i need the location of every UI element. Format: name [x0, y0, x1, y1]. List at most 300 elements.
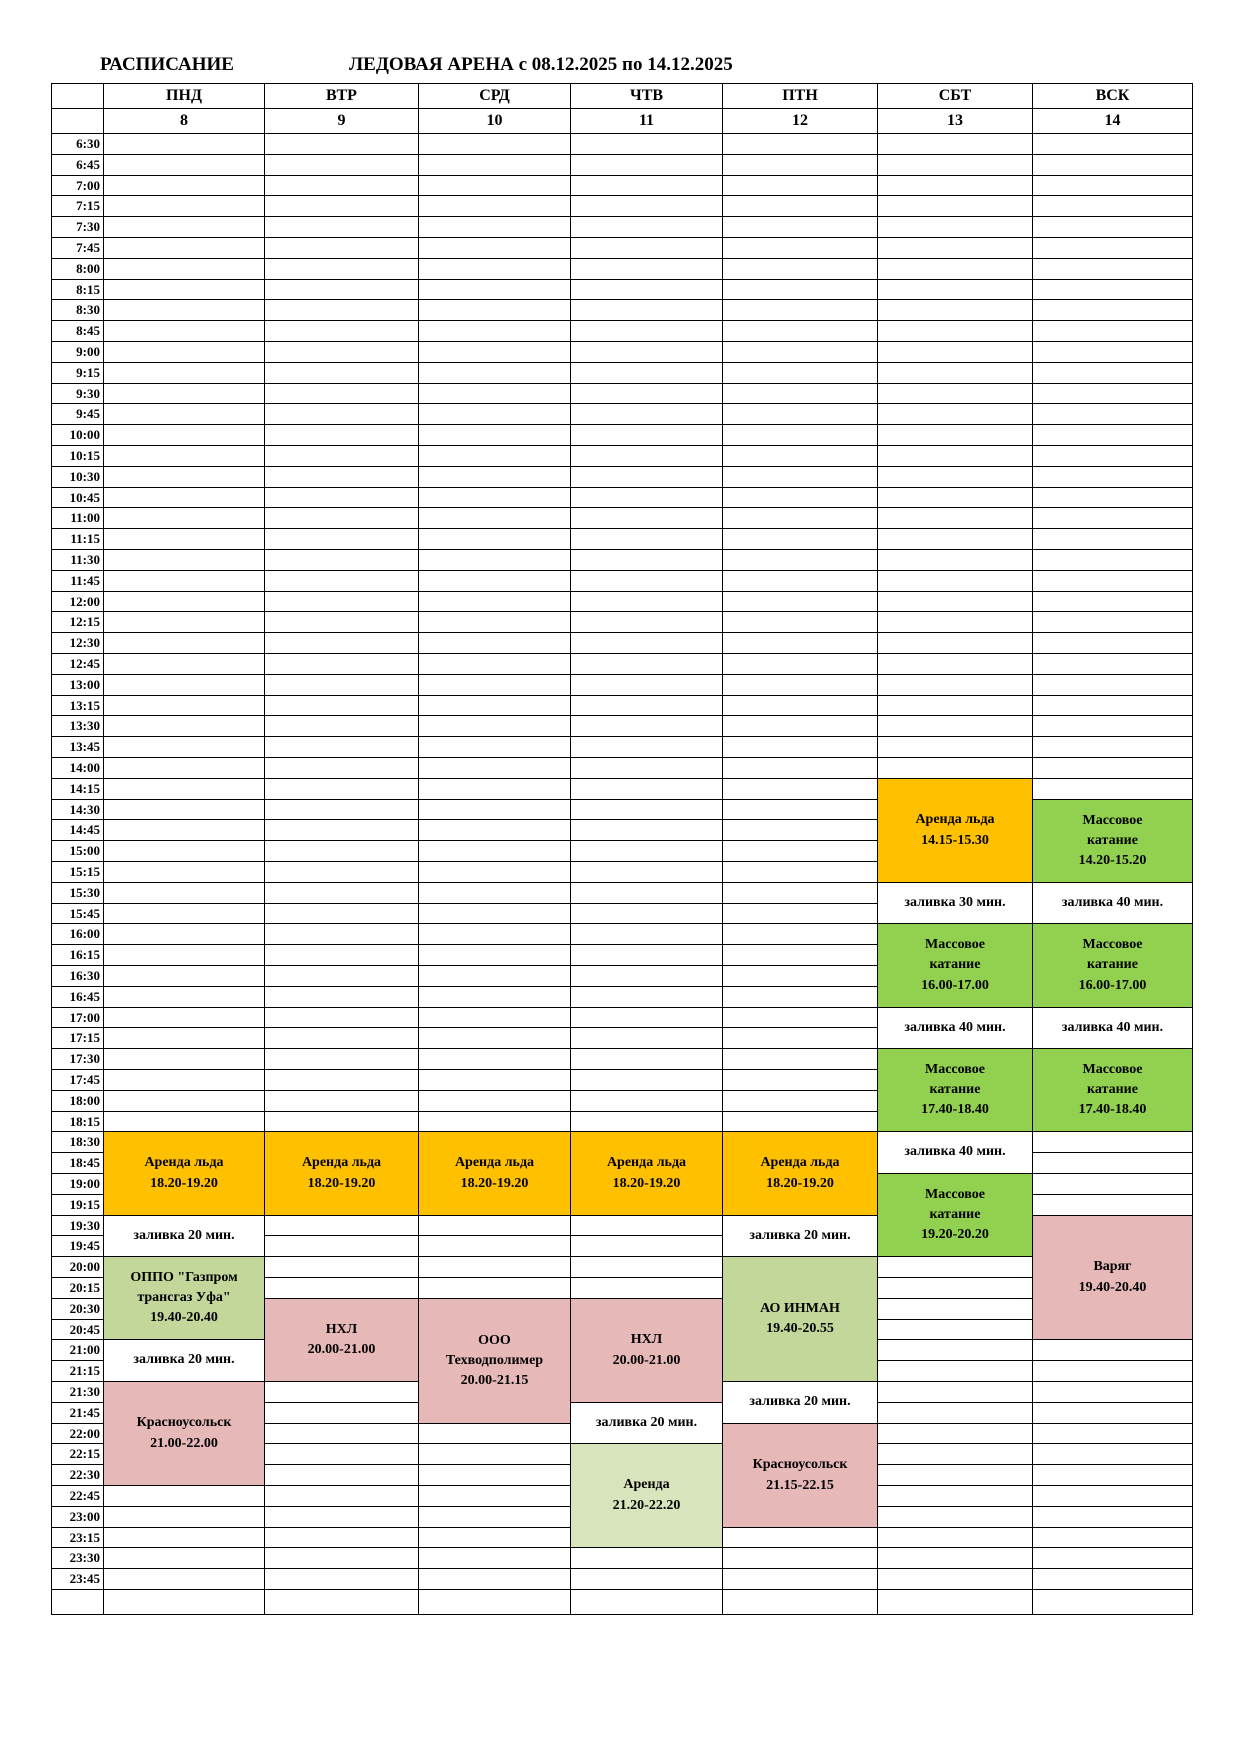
time-label: 6:30	[51, 134, 104, 155]
slot-cell	[878, 571, 1033, 592]
time-label: 14:15	[51, 779, 104, 800]
event-text: 21.15-22.15	[766, 1477, 834, 1493]
event-text: заливка 20 мин.	[749, 1227, 851, 1243]
slot-cell	[419, 1507, 571, 1528]
slot-cell	[571, 467, 723, 488]
slot-cell	[571, 675, 723, 696]
slot-cell	[419, 571, 571, 592]
slot-cell	[265, 217, 419, 238]
event-text: 18.20-19.20	[766, 1175, 834, 1191]
slot-cell	[1033, 1590, 1193, 1615]
slot-cell	[571, 363, 723, 384]
slot-cell	[1033, 550, 1193, 571]
time-label: 20:45	[51, 1320, 104, 1340]
slot-cell	[265, 737, 419, 758]
slot-cell	[419, 716, 571, 737]
slot-cell	[571, 737, 723, 758]
slot-cell	[104, 883, 265, 904]
slot-cell	[878, 196, 1033, 217]
slot-cell	[1033, 1424, 1193, 1444]
slot-cell	[265, 966, 419, 987]
slot-cell	[571, 612, 723, 633]
slot-cell	[1033, 1403, 1193, 1424]
slot-cell	[571, 592, 723, 612]
slot-cell	[878, 217, 1033, 238]
day-name-header: ВТР	[265, 83, 419, 109]
time-label: 19:30	[51, 1216, 104, 1236]
slot-cell	[571, 488, 723, 508]
slot-cell	[104, 862, 265, 883]
slot-cell	[571, 945, 723, 966]
time-label: 9:45	[51, 404, 104, 425]
slot-cell	[1033, 529, 1193, 550]
slot-cell	[265, 883, 419, 904]
slot-cell	[878, 384, 1033, 404]
time-label: 17:15	[51, 1028, 104, 1049]
slot-cell	[265, 904, 419, 924]
slot-cell	[878, 446, 1033, 467]
event-block	[878, 1174, 1033, 1257]
slot-cell	[265, 633, 419, 654]
slot-cell	[265, 1403, 419, 1424]
slot-cell	[571, 654, 723, 675]
event-text: Красноусольск	[752, 1457, 848, 1473]
time-label: 7:45	[51, 238, 104, 259]
event-text: катание	[1087, 1081, 1138, 1097]
time-label: 16:00	[51, 924, 104, 945]
slot-cell	[723, 384, 878, 404]
time-label: 11:30	[51, 550, 104, 571]
slot-cell	[723, 550, 878, 571]
slot-cell	[723, 1028, 878, 1049]
slot-cell	[1033, 217, 1193, 238]
slot-cell	[878, 696, 1033, 716]
slot-cell	[723, 446, 878, 467]
time-label: 9:15	[51, 363, 104, 384]
slot-cell	[723, 196, 878, 217]
slot-cell	[571, 696, 723, 716]
slot-cell	[265, 280, 419, 300]
slot-cell	[571, 883, 723, 904]
event-text: 19.20-20.20	[921, 1227, 989, 1243]
event-text: АО ИНМАН	[760, 1300, 840, 1316]
slot-cell	[265, 238, 419, 259]
slot-cell	[878, 1444, 1033, 1465]
slot-cell	[723, 342, 878, 363]
slot-cell	[104, 467, 265, 488]
time-label: 7:30	[51, 217, 104, 238]
time-label: 18:45	[51, 1153, 104, 1174]
slot-cell	[265, 467, 419, 488]
event-text: заливка 30 мин.	[904, 894, 1006, 910]
resurfacing-block	[104, 1216, 265, 1257]
slot-cell	[419, 300, 571, 321]
event-block	[1033, 924, 1193, 1008]
slot-cell	[265, 862, 419, 883]
time-label: 13:45	[51, 737, 104, 758]
slot-cell	[723, 1112, 878, 1132]
time-label: 9:30	[51, 384, 104, 404]
slot-cell	[723, 862, 878, 883]
slot-cell	[104, 446, 265, 467]
slot-cell	[571, 342, 723, 363]
slot-cell	[419, 280, 571, 300]
slot-cell	[1033, 259, 1193, 280]
slot-cell	[1033, 280, 1193, 300]
slot-cell	[878, 1486, 1033, 1507]
slot-cell	[571, 1070, 723, 1091]
event-text: заливка 40 мин.	[1061, 894, 1164, 910]
slot-cell	[265, 404, 419, 425]
slot-cell	[571, 571, 723, 592]
resurfacing-block	[878, 1132, 1033, 1174]
slot-cell	[571, 1548, 723, 1569]
slot-cell	[571, 196, 723, 217]
event-block	[419, 1299, 571, 1424]
slot-cell	[265, 300, 419, 321]
slot-cell	[723, 571, 878, 592]
slot-cell	[104, 425, 265, 446]
slot-cell	[1033, 404, 1193, 425]
event-text: Массовое	[925, 1061, 985, 1077]
slot-cell	[419, 363, 571, 384]
slot-cell	[265, 654, 419, 675]
slot-cell	[571, 841, 723, 862]
slot-cell	[878, 592, 1033, 612]
slot-cell	[104, 904, 265, 924]
slot-cell	[878, 612, 1033, 633]
slot-cell	[878, 488, 1033, 508]
slot-cell	[1033, 1528, 1193, 1548]
slot-cell	[571, 529, 723, 550]
slot-cell	[419, 446, 571, 467]
slot-cell	[723, 259, 878, 280]
day-name-header: СРД	[419, 83, 571, 109]
slot-cell	[104, 238, 265, 259]
slot-cell	[723, 280, 878, 300]
event-block	[1033, 1216, 1193, 1340]
event-text: катание	[929, 1206, 981, 1222]
time-label: 9:00	[51, 342, 104, 363]
time-label: 15:00	[51, 841, 104, 862]
slot-cell	[265, 321, 419, 342]
slot-cell	[571, 1569, 723, 1590]
event-block	[265, 1132, 419, 1216]
slot-cell	[104, 779, 265, 800]
slot-cell	[419, 1091, 571, 1112]
time-label: 19:00	[51, 1174, 104, 1195]
slot-cell	[104, 800, 265, 820]
slot-cell	[104, 612, 265, 633]
slot-cell	[878, 259, 1033, 280]
slot-cell	[419, 404, 571, 425]
slot-cell	[419, 384, 571, 404]
resurfacing-block	[723, 1216, 878, 1257]
event-block	[878, 924, 1033, 1008]
time-label	[51, 1590, 104, 1615]
slot-cell	[878, 363, 1033, 384]
slot-cell	[265, 758, 419, 779]
slot-cell	[878, 1382, 1033, 1403]
event-text: 18.20-19.20	[460, 1175, 529, 1191]
event-text: катание	[929, 1081, 981, 1097]
schedule-label: РАСПИСАНИЕ	[100, 54, 234, 75]
event-text: Массовое	[925, 937, 985, 953]
slot-cell	[1033, 696, 1193, 716]
event-text: 20.00-21.15	[460, 1373, 529, 1389]
slot-cell	[723, 1528, 878, 1548]
slot-cell	[878, 716, 1033, 737]
slot-cell	[419, 1465, 571, 1486]
event-text: катание	[1087, 957, 1138, 973]
slot-cell	[419, 1070, 571, 1091]
event-text: Красноусольск	[136, 1415, 232, 1431]
slot-cell	[723, 529, 878, 550]
slot-cell	[419, 779, 571, 800]
event-text: НХЛ	[325, 1321, 358, 1337]
time-label: 19:45	[51, 1236, 104, 1257]
slot-cell	[723, 883, 878, 904]
slot-cell	[878, 280, 1033, 300]
slot-cell	[104, 529, 265, 550]
slot-cell	[723, 633, 878, 654]
time-label: 11:15	[51, 529, 104, 550]
slot-cell	[104, 1070, 265, 1091]
resurfacing-block	[571, 1403, 723, 1444]
slot-cell	[571, 758, 723, 779]
event-text: трансгаз Уфа"	[137, 1289, 231, 1305]
slot-cell	[104, 1091, 265, 1112]
slot-cell	[104, 737, 265, 758]
slot-cell	[419, 1236, 571, 1257]
event-text: Массовое	[1082, 1061, 1143, 1077]
slot-cell	[419, 1216, 571, 1236]
slot-cell	[878, 550, 1033, 571]
event-text: Аренда льда	[760, 1155, 840, 1171]
slot-cell	[1033, 1444, 1193, 1465]
slot-cell	[419, 196, 571, 217]
time-label: 22:45	[51, 1486, 104, 1507]
event-block	[571, 1444, 723, 1548]
time-label: 11:45	[51, 571, 104, 592]
event-text: катание	[1087, 832, 1138, 848]
slot-cell	[104, 550, 265, 571]
event-text: заливка 20 мин.	[133, 1352, 235, 1368]
slot-cell	[419, 987, 571, 1008]
slot-cell	[265, 446, 419, 467]
resurfacing-block	[878, 883, 1033, 924]
event-text: Варяг	[1093, 1259, 1132, 1275]
event-text: Массовое	[1082, 937, 1143, 953]
slot-cell	[265, 675, 419, 696]
event-text: 19.40-20.55	[766, 1321, 834, 1336]
slot-cell	[265, 945, 419, 966]
slot-cell	[1033, 425, 1193, 446]
time-label: 13:00	[51, 675, 104, 696]
slot-cell	[265, 716, 419, 737]
time-label: 22:15	[51, 1444, 104, 1465]
time-label: 7:00	[51, 176, 104, 196]
slot-cell	[419, 737, 571, 758]
time-label: 18:00	[51, 1091, 104, 1112]
slot-cell	[878, 467, 1033, 488]
slot-cell	[104, 134, 265, 155]
event-text: 18.20-19.20	[307, 1175, 376, 1191]
event-text: 14.20-15.20	[1078, 853, 1147, 869]
slot-cell	[571, 280, 723, 300]
slot-cell	[1033, 321, 1193, 342]
time-label: 19:15	[51, 1195, 104, 1216]
event-text: заливка 20 мин.	[749, 1394, 851, 1410]
slot-cell	[1033, 176, 1193, 196]
slot-cell	[104, 571, 265, 592]
slot-cell	[571, 425, 723, 446]
time-label: 14:00	[51, 758, 104, 779]
slot-cell	[1033, 467, 1193, 488]
slot-cell	[265, 1091, 419, 1112]
slot-cell	[723, 134, 878, 155]
time-label: 14:30	[51, 800, 104, 820]
time-label: 23:30	[51, 1548, 104, 1569]
slot-cell	[723, 820, 878, 841]
event-block	[104, 1257, 265, 1340]
slot-cell	[723, 176, 878, 196]
event-text: 19.40-20.40	[150, 1310, 218, 1326]
slot-cell	[419, 1528, 571, 1548]
event-text: 21.00-22.00	[150, 1435, 218, 1451]
slot-cell	[571, 633, 723, 654]
slot-cell	[104, 654, 265, 675]
slot-cell	[104, 841, 265, 862]
slot-cell	[571, 862, 723, 883]
time-label: 8:45	[51, 321, 104, 342]
time-label: 22:00	[51, 1424, 104, 1444]
event-block	[723, 1132, 878, 1216]
day-date-header: 10	[419, 109, 571, 134]
time-label: 16:45	[51, 987, 104, 1008]
event-block	[1033, 1049, 1193, 1132]
time-label: 13:30	[51, 716, 104, 737]
slot-cell	[1033, 1361, 1193, 1382]
day-name-header: ВСК	[1033, 83, 1193, 109]
time-label: 18:30	[51, 1132, 104, 1153]
slot-cell	[878, 758, 1033, 779]
time-label: 20:30	[51, 1299, 104, 1320]
slot-cell	[878, 529, 1033, 550]
slot-cell	[419, 529, 571, 550]
event-block	[265, 1299, 419, 1382]
slot-cell	[878, 737, 1033, 758]
slot-cell	[104, 716, 265, 737]
slot-cell	[878, 654, 1033, 675]
slot-cell	[265, 1444, 419, 1465]
slot-cell	[1033, 196, 1193, 217]
resurfacing-block	[1033, 1008, 1193, 1049]
slot-cell	[571, 217, 723, 238]
slot-cell	[1033, 716, 1193, 737]
slot-cell	[265, 1382, 419, 1403]
slot-cell	[104, 1049, 265, 1070]
time-label: 20:00	[51, 1257, 104, 1278]
slot-cell	[723, 779, 878, 800]
slot-cell	[265, 1008, 419, 1028]
event-block	[878, 1049, 1033, 1132]
event-text: катание	[929, 957, 981, 973]
slot-cell	[104, 155, 265, 176]
slot-cell	[104, 488, 265, 508]
time-label: 21:15	[51, 1361, 104, 1382]
slot-cell	[723, 425, 878, 446]
slot-cell	[571, 1112, 723, 1132]
slot-cell	[419, 612, 571, 633]
slot-cell	[419, 592, 571, 612]
slot-cell	[265, 1465, 419, 1486]
slot-cell	[878, 1569, 1033, 1590]
slot-cell	[571, 924, 723, 945]
slot-cell	[571, 987, 723, 1008]
slot-cell	[571, 300, 723, 321]
slot-cell	[104, 633, 265, 654]
slot-cell	[571, 134, 723, 155]
time-label: 8:15	[51, 280, 104, 300]
slot-cell	[1033, 508, 1193, 529]
time-label: 15:45	[51, 904, 104, 924]
slot-cell	[571, 716, 723, 737]
slot-cell	[265, 196, 419, 217]
event-text: 17.40-18.40	[1078, 1102, 1147, 1118]
slot-cell	[723, 800, 878, 820]
slot-cell	[104, 300, 265, 321]
slot-cell	[571, 1236, 723, 1257]
event-text: Массовое	[1082, 812, 1143, 828]
event-text: 16.00-17.00	[1078, 977, 1147, 993]
slot-cell	[265, 425, 419, 446]
slot-cell	[265, 342, 419, 363]
arena-title: ЛЕДОВАЯ АРЕНА с 08.12.2025 по 14.12.2025	[349, 54, 733, 75]
slot-cell	[419, 1008, 571, 1028]
slot-cell	[723, 924, 878, 945]
slot-cell	[265, 800, 419, 820]
slot-cell	[419, 1569, 571, 1590]
slot-cell	[571, 259, 723, 280]
time-label: 10:30	[51, 467, 104, 488]
slot-cell	[104, 987, 265, 1008]
slot-cell	[878, 425, 1033, 446]
slot-cell	[265, 1049, 419, 1070]
slot-cell	[1033, 342, 1193, 363]
event-block	[419, 1132, 571, 1216]
slot-cell	[1033, 155, 1193, 176]
slot-cell	[878, 1257, 1033, 1278]
slot-cell	[1033, 1153, 1193, 1174]
slot-cell	[104, 259, 265, 280]
slot-cell	[265, 488, 419, 508]
slot-cell	[419, 1028, 571, 1049]
slot-cell	[265, 987, 419, 1008]
event-text: ОППО "Газпром	[130, 1269, 238, 1285]
time-label: 23:00	[51, 1507, 104, 1528]
slot-cell	[419, 1257, 571, 1278]
slot-cell	[419, 675, 571, 696]
slot-cell	[1033, 654, 1193, 675]
slot-cell	[419, 342, 571, 363]
event-text: заливка 20 мин.	[595, 1414, 698, 1430]
slot-cell	[878, 508, 1033, 529]
slot-cell	[571, 1257, 723, 1278]
slot-cell	[878, 176, 1033, 196]
event-text: 18.20-19.20	[612, 1175, 681, 1191]
slot-cell	[1033, 363, 1193, 384]
